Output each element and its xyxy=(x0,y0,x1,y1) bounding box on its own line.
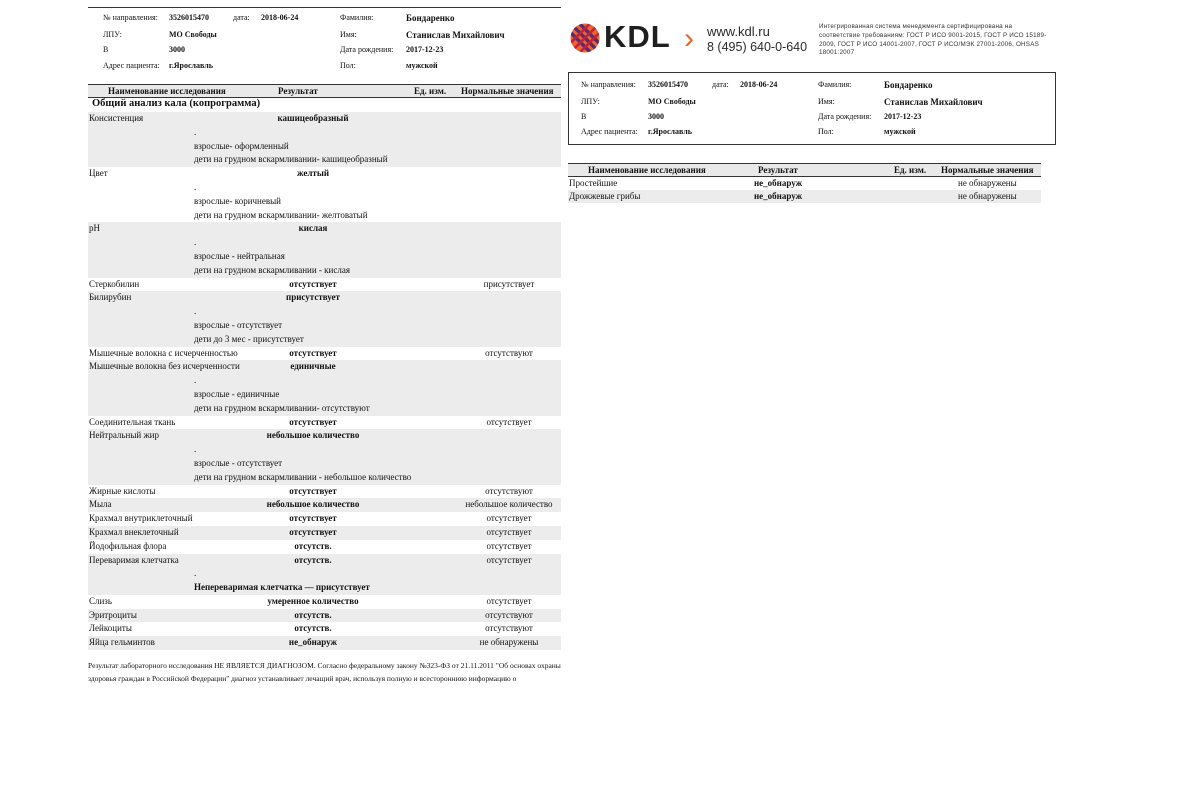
birth-value: 2017-12-23 xyxy=(406,45,444,54)
r-address-label: Адрес пациента: xyxy=(581,127,638,136)
referral-value: 3526015470 xyxy=(169,13,209,22)
test-result: отсутств. xyxy=(294,623,332,634)
results-table-header xyxy=(88,84,561,98)
test-name: Яйца гельминтов xyxy=(89,637,155,648)
result-row-main xyxy=(88,540,561,554)
result-row-main xyxy=(88,485,561,499)
test-name: Консистенция xyxy=(89,113,144,123)
r-col-result: Результат xyxy=(758,165,798,175)
r-b-label: В xyxy=(581,112,587,121)
test-name: Мышечные волокна без исчерченности xyxy=(89,361,240,372)
r-birth-label: Дата рождения: xyxy=(818,112,872,121)
test-name: Переваримая клетчатка xyxy=(89,554,179,565)
disclaimer-line-1: Результат лабораторного исследования НЕ ЯВЛЯЕТСЯ ДИАГНОЗОМ. Согласно федеральному закону №323-ФЗ от 21.11.2011 "Об основах охраны xyxy=(88,661,561,670)
lpu-label: ЛПУ: xyxy=(103,30,122,39)
test-norm: отсутствует xyxy=(486,416,532,427)
name-label: Имя: xyxy=(340,30,357,39)
top-rule xyxy=(88,7,561,8)
reference-note: дети на грудном вскармливании- желтоватый xyxy=(194,209,368,220)
test-name: Нейтральный жир xyxy=(89,430,159,441)
test-name: Цвет xyxy=(89,168,108,179)
result-row xyxy=(88,609,561,623)
reference-note: . xyxy=(194,306,197,317)
surname-value: Бондаренко xyxy=(406,13,455,23)
test-result: отсутств. xyxy=(294,540,332,551)
date-label: дата: xyxy=(233,13,250,22)
r-birth-value: 2017-12-23 xyxy=(884,112,922,121)
result-row xyxy=(88,429,561,484)
test-norm: отсутствует xyxy=(486,595,532,606)
kdl-emblem-icon xyxy=(570,23,600,53)
result-row-main xyxy=(88,222,561,236)
test-result: кислая xyxy=(298,223,328,234)
col-unit: Ед. изм. xyxy=(414,86,447,96)
result-row xyxy=(88,554,561,595)
reference-note: взрослые - нейтральная xyxy=(194,250,285,261)
test-name: Крахмал внеклеточный xyxy=(89,526,179,537)
result-row xyxy=(88,636,561,650)
reference-note: . xyxy=(194,237,197,248)
test-result: отсутств. xyxy=(294,554,332,565)
logo-wordmark: KDL xyxy=(604,19,671,54)
result-row-main xyxy=(88,416,561,430)
test-result: единичные xyxy=(290,361,336,372)
result-row xyxy=(88,485,561,499)
reference-note: взрослые - единичные xyxy=(194,388,280,399)
test-norm: отсутствуют xyxy=(485,485,533,496)
referral-label: № направления: xyxy=(103,13,158,22)
b-label: В xyxy=(103,45,109,54)
result-row xyxy=(88,540,561,554)
test-name: Жирные кислоты xyxy=(89,485,156,496)
result-row xyxy=(88,416,561,430)
r-date-value: 2018-06-24 xyxy=(740,80,778,89)
logo-chevron-icon: › xyxy=(684,22,694,55)
test-result: не_обнаруж xyxy=(288,637,338,648)
reference-note: . xyxy=(194,375,197,386)
lpu-value: МО Свободы xyxy=(169,30,217,39)
test-result: отсутствует xyxy=(289,526,337,537)
test-result: присутствует xyxy=(286,292,340,303)
test-norm: присутствует xyxy=(483,278,535,289)
r-col-unit: Ед. изм. xyxy=(894,165,927,175)
test-result: кашицеобразный xyxy=(277,113,349,123)
r-name-label: Имя: xyxy=(818,97,835,106)
r-col-norm: Нормальные значения xyxy=(941,165,1034,175)
test-result: отсутствует xyxy=(289,278,337,289)
address-value: г.Ярославль xyxy=(169,61,213,70)
test-norm: отсутствуют xyxy=(485,347,533,358)
result-row-main xyxy=(88,167,561,181)
test-name: Йодофильная флора xyxy=(89,540,167,551)
result-row xyxy=(88,167,561,222)
result-row-main xyxy=(88,609,561,623)
result-row xyxy=(88,112,561,167)
test-norm: не обнаружены xyxy=(958,178,1017,188)
test-result: небольшое количество xyxy=(266,430,360,441)
reference-note: дети на грудном вскармливании- кашицеобразный xyxy=(194,154,388,165)
test-result: отсутствует xyxy=(289,347,337,358)
disclaimer xyxy=(88,659,561,685)
disclaimer-line-2: здоровья граждан в Российской Федерации" диагноз устанавливает лечащий врач, используя полную и всестороннюю информацию о xyxy=(88,674,517,683)
test-norm: небольшое количество xyxy=(465,499,553,510)
r-referral-value: 3526015470 xyxy=(648,80,688,89)
test-name: Соединительная ткань xyxy=(89,416,176,427)
reference-note: взрослые- коричневый xyxy=(194,195,281,206)
result-row-main xyxy=(88,512,561,526)
right-table-header xyxy=(568,163,1041,177)
r-address-value: г.Ярославль xyxy=(648,127,692,136)
test-result: не_обнаруж xyxy=(754,178,803,188)
result-row-main xyxy=(88,291,561,305)
r-surname-value: Бондаренко xyxy=(884,80,933,90)
test-result: небольшое количество xyxy=(266,499,360,510)
iso-certification-text: Интегрированная система менеджмента сертифицирована на соответствие требованиям: ГОСТ Р ИСО 9001-2015, ГОСТ Р ИСО 15189-2009, ГОСТ Р ИСО 14001-2007, ГОСТ Р ИСО/МЭК 27001-2006, OHSAS 18001:2007 xyxy=(819,23,1047,57)
r-referral-label: № направления: xyxy=(581,80,636,89)
result-row-main xyxy=(88,554,561,568)
reference-note: дети на грудном вскармливании- отсутствуют xyxy=(194,402,370,413)
reference-note: дети на грудном вскармливании - кислая xyxy=(194,264,350,275)
b-value: 3000 xyxy=(169,45,185,54)
phone: 8 (495) 640-0-640 xyxy=(707,40,808,54)
reference-note: дети до 3 мес - присутствует xyxy=(194,333,304,344)
test-name: Крахмал внутриклеточный xyxy=(89,513,193,524)
test-name: Слизь xyxy=(89,595,112,606)
test-result: отсутств. xyxy=(294,609,332,620)
result-row xyxy=(88,360,561,415)
result-row xyxy=(88,498,561,512)
test-name: Стеркобилин xyxy=(89,278,140,289)
col-result: Результат xyxy=(278,86,318,96)
r-col-test: Наименование исследования xyxy=(588,165,706,175)
result-row-main xyxy=(88,498,561,512)
result-row xyxy=(88,278,561,292)
result-row xyxy=(88,595,561,609)
result-row xyxy=(88,512,561,526)
reference-note: . xyxy=(194,444,197,455)
result-row-main xyxy=(88,278,561,292)
r-surname-label: Фамилия: xyxy=(818,80,852,89)
reference-note: . xyxy=(194,181,197,192)
result-row-main xyxy=(88,429,561,443)
test-name: Мышечные волокна с исчерченностью xyxy=(89,347,238,358)
test-name: pH xyxy=(89,223,100,234)
right-results-table xyxy=(568,177,1041,203)
reference-note: . xyxy=(194,568,197,579)
test-name: Дрожжевые грибы xyxy=(569,191,641,201)
r-name-value: Станислав Михайлович xyxy=(884,97,983,107)
result-row-main xyxy=(88,347,561,361)
results-table xyxy=(88,112,561,650)
r-b-value: 3000 xyxy=(648,112,664,121)
test-norm: отсутствует xyxy=(486,540,532,551)
website: www.kdl.ru xyxy=(707,24,770,39)
reference-note: взрослые- оформленный xyxy=(194,140,289,151)
test-norm: отсутствует xyxy=(486,513,532,524)
birth-label: Дата рождения: xyxy=(340,45,394,54)
result-row-main xyxy=(88,636,561,650)
test-result: умеренное количество xyxy=(267,595,359,606)
right-result-row xyxy=(568,177,1041,190)
test-name: Мыла xyxy=(89,499,112,510)
reference-note: взрослые - отсутствует xyxy=(194,319,283,330)
test-norm: отсутствуют xyxy=(485,623,533,634)
test-norm: не обнаружены xyxy=(958,191,1017,201)
test-name: Билирубин xyxy=(89,292,132,303)
surname-label: Фамилия: xyxy=(340,13,374,22)
col-norm: Нормальные значения xyxy=(461,86,554,96)
test-norm: отсутствует xyxy=(486,554,532,565)
r-lpu-value: МО Свободы xyxy=(648,97,696,106)
reference-note: взрослые - отсутствует xyxy=(194,457,283,468)
test-norm: не обнаружены xyxy=(479,637,539,648)
test-result: отсутствует xyxy=(289,485,337,496)
date-value: 2018-06-24 xyxy=(261,13,299,22)
test-result: отсутствует xyxy=(289,513,337,524)
test-norm: отсутствует xyxy=(486,526,532,537)
reference-note: дети на грудном вскармливании - небольшое количество xyxy=(194,471,412,482)
r-date-label: дата: xyxy=(712,80,729,89)
test-result: не_обнаруж xyxy=(754,191,803,201)
result-row xyxy=(88,622,561,636)
result-row xyxy=(88,291,561,346)
test-result: отсутствует xyxy=(289,416,337,427)
r-sex-label: Пол: xyxy=(818,127,834,136)
test-norm: отсутствуют xyxy=(485,609,533,620)
reference-note: . xyxy=(194,126,197,137)
right-patient-box xyxy=(568,72,1056,145)
result-row-main xyxy=(88,112,561,126)
result-row-main xyxy=(88,595,561,609)
result-row xyxy=(88,222,561,277)
kdl-logo xyxy=(570,20,702,56)
result-row-main xyxy=(88,360,561,374)
name-value: Станислав Михайлович xyxy=(406,30,505,40)
test-name: Простейшие xyxy=(569,178,618,188)
right-result-row xyxy=(568,190,1041,203)
test-result: желтый xyxy=(296,168,330,179)
section-title: Общий анализ кала (копрограмма) xyxy=(92,98,261,109)
sex-value: мужской xyxy=(406,61,438,70)
left-report-page xyxy=(88,0,561,700)
result-row xyxy=(88,526,561,540)
r-lpu-label: ЛПУ: xyxy=(581,97,600,106)
result-row-main xyxy=(88,622,561,636)
result-row xyxy=(88,347,561,361)
reference-note-bold: Непереваримая клетчатка — присутствует xyxy=(194,582,370,593)
col-test: Наименование исследования xyxy=(108,86,226,96)
sex-label: Пол: xyxy=(340,61,356,70)
address-label: Адрес пациента: xyxy=(103,61,160,70)
test-name: Лейкоциты xyxy=(89,623,132,634)
r-sex-value: мужской xyxy=(884,127,916,136)
result-row-main xyxy=(88,526,561,540)
test-name: Эритроциты xyxy=(89,609,137,620)
